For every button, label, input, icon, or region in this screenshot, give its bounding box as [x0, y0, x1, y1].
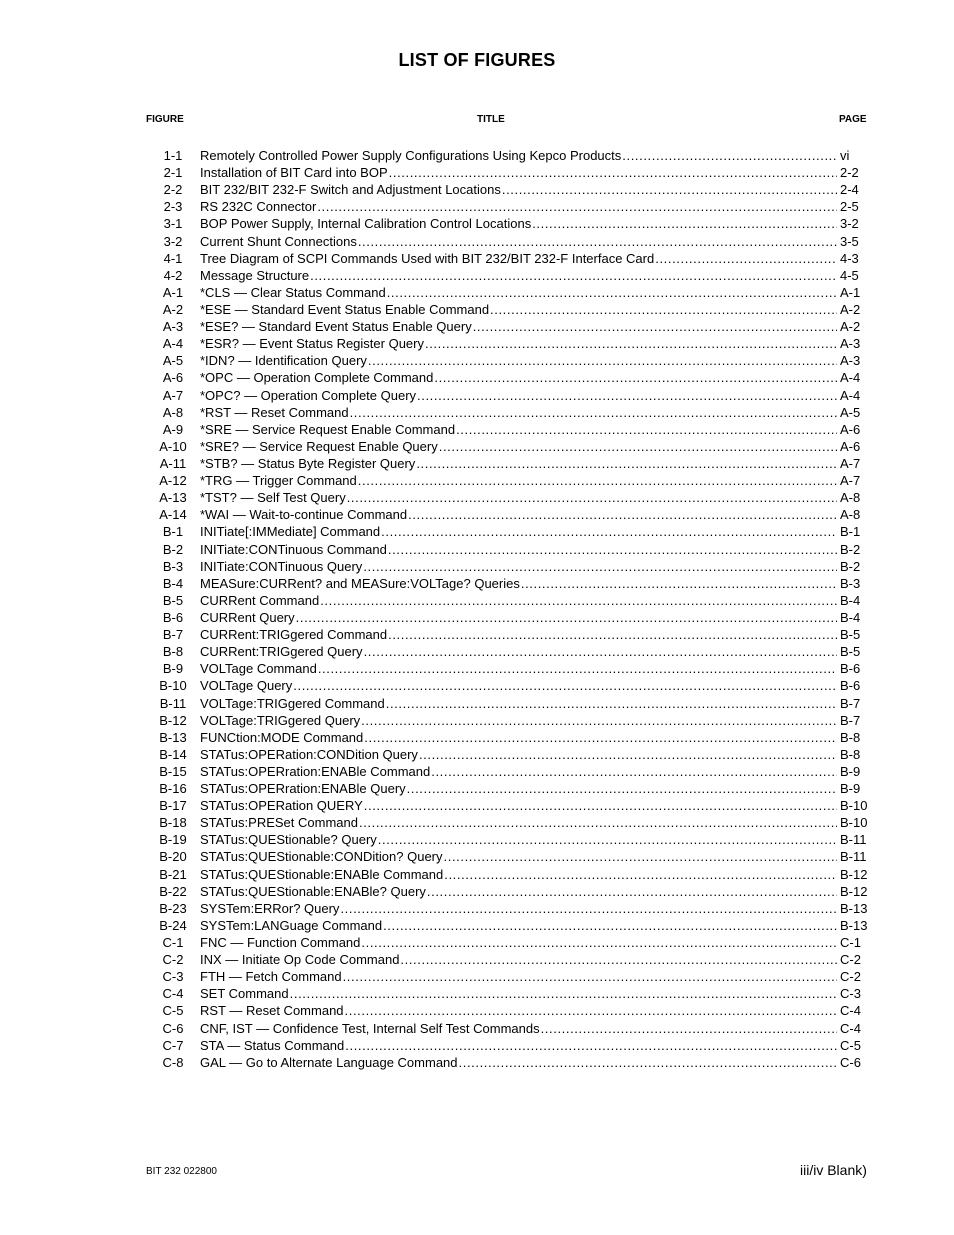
- figure-page-number: B-4: [840, 609, 861, 625]
- dot-leader: [655, 251, 837, 266]
- dot-leader: [364, 644, 837, 659]
- figure-page-number: B-12: [840, 866, 868, 882]
- figure-entry[interactable]: [146, 388, 870, 405]
- figure-page-number: A-2: [840, 301, 861, 317]
- figure-number: 4-2: [163, 267, 183, 283]
- figure-entry[interactable]: [146, 319, 870, 336]
- figure-page-number: C-1: [840, 935, 861, 951]
- figure-entry[interactable]: [146, 986, 870, 1003]
- figure-title: *OPC — Operation Complete Command: [200, 370, 434, 386]
- figure-title: VOLTage Command: [200, 661, 317, 677]
- figure-title: *TST? — Self Test Query: [200, 490, 346, 506]
- figure-entry[interactable]: [146, 884, 870, 901]
- figure-entry[interactable]: [146, 199, 870, 216]
- figure-entry[interactable]: [146, 696, 870, 713]
- figure-number: B-13: [159, 729, 187, 745]
- dot-leader: [416, 456, 837, 471]
- dot-leader: [541, 1021, 837, 1036]
- figure-entry[interactable]: [146, 1038, 870, 1055]
- figure-title: SYSTem:LANGuage Command: [200, 917, 383, 933]
- page-title: LIST OF FIGURES: [398, 50, 556, 70]
- figure-title: *RST — Reset Command: [200, 404, 349, 420]
- figure-entry[interactable]: [146, 610, 870, 627]
- figure-entry[interactable]: [146, 559, 870, 576]
- dot-leader: [317, 199, 837, 214]
- figure-page-number: B-8: [840, 746, 861, 762]
- figure-page-number: 4-5: [840, 267, 859, 283]
- figure-number: A-7: [162, 387, 184, 403]
- figure-entry[interactable]: [146, 302, 870, 319]
- figure-entry[interactable]: [146, 1003, 870, 1020]
- dot-leader: [293, 678, 837, 693]
- figure-page-number: A-8: [840, 490, 861, 506]
- dot-leader: [364, 730, 837, 745]
- figure-entry[interactable]: [146, 576, 870, 593]
- figure-title: INX — Initiate Op Code Command: [200, 952, 400, 968]
- figure-title: VOLTage Query: [200, 678, 293, 694]
- figure-number: B-1: [162, 524, 184, 540]
- figure-title: STATus:OPERration:ENABle Command: [200, 763, 431, 779]
- dot-leader: [425, 336, 837, 351]
- dot-leader: [361, 713, 837, 728]
- figure-number: C-4: [162, 986, 184, 1002]
- dot-leader: [383, 918, 837, 933]
- figure-page-number: B-5: [840, 627, 861, 643]
- figure-number: B-24: [159, 917, 187, 933]
- figure-page-number: B-11: [840, 849, 867, 865]
- figure-title: STATus:OPERration:ENABle Query: [200, 781, 406, 797]
- figure-entry[interactable]: [146, 935, 870, 952]
- figure-entry[interactable]: [146, 867, 870, 884]
- figure-title: STATus:QUEStionable:ENABle Command: [200, 866, 444, 882]
- figure-number: A-8: [162, 404, 184, 420]
- footer-page-number: iii/iv Blank): [800, 1162, 867, 1178]
- figure-number: C-8: [162, 1054, 184, 1070]
- title-column-header: TITLE: [477, 114, 505, 125]
- figure-title: Remotely Controlled Power Supply Configurations Using Kepco Products: [200, 148, 622, 163]
- figure-number: B-9: [162, 661, 184, 677]
- figure-title: *CLS — Clear Status Command: [200, 284, 386, 300]
- figure-number: 1-1: [163, 148, 183, 163]
- dot-leader: [521, 576, 837, 591]
- dot-leader: [408, 507, 837, 522]
- figure-title: STATus:PRESet Command: [200, 815, 358, 831]
- figure-number: 2-1: [163, 165, 183, 181]
- figure-page-number: B-5: [840, 644, 861, 660]
- figure-number: A-3: [162, 319, 184, 335]
- figure-page-number: B-7: [840, 695, 861, 711]
- figure-number: A-1: [162, 284, 184, 300]
- figure-page-number: C-2: [840, 952, 861, 968]
- figure-title: Tree Diagram of SCPI Commands Used with BIT 232/BIT 232-F Interface Card: [200, 250, 655, 266]
- dot-leader: [350, 405, 837, 420]
- figure-entry[interactable]: [146, 678, 870, 695]
- figure-number: B-2: [162, 541, 184, 557]
- dot-leader: [490, 302, 837, 317]
- figure-entry[interactable]: [146, 148, 870, 165]
- figure-title: CURRent:TRIGgered Query: [200, 644, 363, 660]
- figure-page-number: A-4: [840, 387, 861, 403]
- figure-entry[interactable]: [146, 815, 870, 832]
- figure-page-number: B-10: [840, 798, 868, 814]
- dot-leader: [456, 422, 837, 437]
- dot-leader: [381, 524, 837, 539]
- figure-number: C-6: [162, 1020, 184, 1036]
- figure-number: B-16: [159, 781, 187, 797]
- figure-title: MEASure:CURRent? and MEASure:VOLTage? Queries: [200, 575, 520, 591]
- figure-entry[interactable]: [146, 713, 870, 730]
- figure-page-number: B-13: [840, 900, 868, 916]
- figure-title: INITiate:CONTinuous Query: [200, 558, 363, 574]
- figure-title: BOP Power Supply, Internal Calibration Control Locations: [200, 216, 532, 232]
- figure-title: *OPC? — Operation Complete Query: [200, 387, 417, 403]
- figure-page-number: 2-2: [840, 165, 859, 181]
- figure-title: CNF, IST — Confidence Test, Internal Self Test Commands: [200, 1020, 540, 1036]
- figure-title: *ESR? — Event Status Register Query: [200, 336, 424, 352]
- figure-number: B-6: [162, 609, 184, 625]
- dot-leader: [368, 353, 837, 368]
- figure-number: B-7: [162, 627, 184, 643]
- figure-page-number: 4-3: [840, 250, 859, 266]
- dot-leader: [419, 747, 837, 762]
- dot-leader: [343, 969, 837, 984]
- figure-page-number: A-6: [840, 438, 861, 454]
- figure-title: SET Command: [200, 986, 289, 1002]
- figure-entry[interactable]: [146, 370, 870, 387]
- figure-number: C-3: [162, 969, 184, 985]
- figure-page-number: B-6: [840, 678, 861, 694]
- dot-leader: [320, 593, 837, 608]
- footer-document-id: BIT 232 022800: [146, 1166, 217, 1177]
- figure-page-number: B-7: [840, 712, 861, 728]
- figure-entry[interactable]: [146, 285, 870, 302]
- figure-title: Installation of BIT Card into BOP: [200, 165, 388, 181]
- figure-page-number: 2-5: [840, 199, 859, 215]
- figure-title: CURRent Command: [200, 592, 320, 608]
- figure-page-number: 3-5: [840, 233, 859, 249]
- figure-number: A-14: [159, 507, 187, 523]
- figure-title: *STB? — Status Byte Register Query: [200, 455, 416, 471]
- figure-title: STATus:OPERation:CONDition Query: [200, 746, 418, 762]
- figure-number: B-14: [159, 746, 187, 762]
- figure-entry[interactable]: [146, 336, 870, 353]
- figure-title: CURRent:TRIGgered Command: [200, 627, 388, 643]
- dot-leader: [296, 610, 837, 625]
- figure-page-number: B-4: [840, 592, 861, 608]
- figure-number: 4-1: [163, 250, 183, 266]
- figure-entry[interactable]: [146, 353, 870, 370]
- figure-page-number: B-2: [840, 558, 861, 574]
- figure-entry[interactable]: [146, 918, 870, 935]
- figure-page-number: B-1: [840, 524, 861, 540]
- dot-leader: [407, 781, 837, 796]
- dot-leader: [359, 815, 837, 830]
- figure-page-number: A-7: [840, 473, 861, 489]
- figure-title: FNC — Function Command: [200, 935, 361, 951]
- figure-title: VOLTage:TRIGgered Command: [200, 695, 385, 711]
- figure-entry[interactable]: [146, 165, 870, 182]
- dot-leader: [622, 148, 837, 163]
- figure-number: B-5: [162, 592, 184, 608]
- figure-entry[interactable]: [146, 542, 870, 559]
- figure-title: RST — Reset Command: [200, 1003, 344, 1019]
- figure-entry[interactable]: [146, 456, 870, 473]
- figure-number: B-18: [159, 815, 187, 831]
- figure-entry[interactable]: [146, 798, 870, 815]
- figure-column-header: FIGURE: [146, 114, 184, 125]
- figure-number: B-8: [162, 644, 184, 660]
- figure-number: B-20: [159, 849, 187, 865]
- figure-entry[interactable]: [146, 182, 870, 199]
- dot-leader: [347, 490, 837, 505]
- figure-title: GAL — Go to Alternate Language Command: [200, 1054, 458, 1070]
- figure-number: A-5: [162, 353, 184, 369]
- figure-list: [146, 148, 870, 1072]
- figure-entry[interactable]: [146, 490, 870, 507]
- figure-title: FTH — Fetch Command: [200, 969, 342, 985]
- figure-title: CURRent Query: [200, 609, 295, 625]
- figure-page-number: A-6: [840, 421, 861, 437]
- figure-number: B-17: [159, 798, 187, 814]
- figure-page-number: A-4: [840, 370, 861, 386]
- figure-number: C-5: [162, 1003, 184, 1019]
- figure-page-number: A-3: [840, 336, 861, 352]
- dot-leader: [473, 319, 837, 334]
- figure-title: RS 232C Connector: [200, 199, 317, 215]
- figure-entry[interactable]: [146, 644, 870, 661]
- figure-entry[interactable]: [146, 901, 870, 918]
- dot-leader: [358, 234, 837, 249]
- figure-page-number: B-9: [840, 763, 861, 779]
- dot-leader: [417, 388, 837, 403]
- figure-number: B-19: [159, 832, 187, 848]
- figure-entry[interactable]: [146, 1055, 870, 1072]
- figure-number: B-22: [159, 883, 187, 899]
- figure-entry[interactable]: [146, 764, 870, 781]
- figure-number: B-10: [159, 678, 187, 694]
- figure-entry[interactable]: [146, 439, 870, 456]
- figure-page-number: B-12: [840, 883, 868, 899]
- figure-number: B-12: [159, 712, 187, 728]
- figure-entry[interactable]: [146, 969, 870, 986]
- page-column-header: PAGE: [839, 114, 867, 125]
- figure-title: STATus:QUEStionable:CONDition? Query: [200, 849, 443, 865]
- figure-entry[interactable]: [146, 405, 870, 422]
- figure-entry[interactable]: [146, 952, 870, 969]
- figure-number: 2-2: [163, 182, 183, 198]
- dot-leader: [502, 182, 837, 197]
- figure-number: A-10: [159, 438, 187, 454]
- figure-page-number: 3-2: [840, 216, 859, 232]
- figure-entry[interactable]: [146, 593, 870, 610]
- figure-page-number: C-3: [840, 986, 861, 1002]
- dot-leader: [364, 798, 837, 813]
- figure-page-number: B-11: [840, 832, 867, 848]
- figure-title: SYSTem:ERRor? Query: [200, 900, 340, 916]
- figure-entry[interactable]: [146, 234, 870, 251]
- dot-leader: [388, 542, 837, 557]
- figure-title: *SRE — Service Request Enable Command: [200, 421, 456, 437]
- dot-leader: [389, 165, 837, 180]
- dot-leader: [427, 884, 837, 899]
- figure-number: B-11: [159, 695, 187, 711]
- figure-title: STA — Status Command: [200, 1037, 345, 1053]
- figure-title: STATus:QUEStionable:ENABle? Query: [200, 883, 426, 899]
- figure-page-number: B-8: [840, 729, 861, 745]
- figure-number: B-3: [162, 558, 184, 574]
- figure-title: VOLTage:TRIGgered Query: [200, 712, 361, 728]
- dot-leader: [459, 1055, 837, 1070]
- dot-leader: [400, 952, 837, 967]
- figure-page-number: C-4: [840, 1003, 861, 1019]
- figure-entry[interactable]: [146, 422, 870, 439]
- dot-leader: [290, 986, 837, 1001]
- figure-number: C-1: [162, 935, 184, 951]
- figure-entry[interactable]: [146, 251, 870, 268]
- figure-title: BIT 232/BIT 232-F Switch and Adjustment Locations: [200, 182, 501, 198]
- figure-number: A-11: [159, 455, 187, 471]
- figure-number: A-6: [162, 370, 184, 386]
- figure-entry[interactable]: [146, 1021, 870, 1038]
- figure-number: 3-2: [163, 233, 183, 249]
- figure-entry[interactable]: [146, 747, 870, 764]
- figure-entry[interactable]: [146, 730, 870, 747]
- figure-title: STATus:QUEStionable? Query: [200, 832, 377, 848]
- figure-number: C-7: [162, 1037, 184, 1053]
- figure-entry[interactable]: [146, 216, 870, 233]
- figure-title: FUNCtion:MODE Command: [200, 729, 364, 745]
- figure-entry[interactable]: [146, 507, 870, 524]
- figure-entry[interactable]: [146, 627, 870, 644]
- figure-page-number: B-6: [840, 661, 861, 677]
- figure-entry[interactable]: [146, 832, 870, 849]
- figure-number: B-21: [159, 866, 187, 882]
- figure-page-number: C-2: [840, 969, 861, 985]
- dot-leader: [318, 661, 837, 676]
- figure-title: *ESE — Standard Event Status Enable Command: [200, 301, 490, 317]
- figure-number: A-2: [162, 301, 184, 317]
- dot-leader: [386, 696, 837, 711]
- figure-entry[interactable]: [146, 473, 870, 490]
- figure-title: *ESE? — Standard Event Status Enable Query: [200, 319, 472, 335]
- figure-title: INITiate:CONTinuous Command: [200, 541, 387, 557]
- figure-entry[interactable]: [146, 661, 870, 678]
- dot-leader: [340, 901, 837, 916]
- figure-page-number: C-4: [840, 1020, 861, 1036]
- figure-entry[interactable]: [146, 268, 870, 285]
- figure-title: INITiate[:IMMediate] Command: [200, 524, 381, 540]
- figure-page-number: A-3: [840, 353, 861, 369]
- figure-page-number: A-7: [840, 455, 861, 471]
- figure-title: *WAI — Wait-to-continue Command: [200, 507, 408, 523]
- figure-number: A-9: [162, 421, 184, 437]
- figure-entry[interactable]: [146, 781, 870, 798]
- figure-title: *TRG — Trigger Command: [200, 473, 357, 489]
- figure-entry[interactable]: [146, 524, 870, 541]
- figure-title: *SRE? — Service Request Enable Query: [200, 438, 438, 454]
- figure-page-number: C-6: [840, 1054, 861, 1070]
- figure-page-number: 2-4: [840, 182, 859, 198]
- figure-number: 2-3: [163, 199, 183, 215]
- dot-leader: [310, 268, 837, 283]
- figure-page-number: A-2: [840, 319, 861, 335]
- figure-number: B-23: [159, 900, 187, 916]
- dot-leader: [345, 1003, 837, 1018]
- figure-page-number: B-9: [840, 781, 861, 797]
- figure-title: STATus:OPERation QUERY: [200, 798, 363, 814]
- figure-number: C-2: [162, 952, 184, 968]
- figure-number: A-13: [159, 490, 187, 506]
- figure-page-number: B-10: [840, 815, 868, 831]
- figure-page-number: B-3: [840, 575, 861, 591]
- dot-leader: [532, 216, 837, 231]
- figure-page-number: vi: [840, 148, 850, 163]
- dot-leader: [431, 764, 837, 779]
- dot-leader: [345, 1038, 837, 1053]
- dot-leader: [358, 473, 837, 488]
- dot-leader: [361, 935, 837, 950]
- figure-number: B-4: [162, 575, 184, 591]
- dot-leader: [439, 439, 837, 454]
- dot-leader: [387, 285, 837, 300]
- dot-leader: [378, 832, 837, 847]
- dot-leader: [434, 370, 837, 385]
- figure-entry[interactable]: [146, 849, 870, 866]
- figure-page-number: A-8: [840, 507, 861, 523]
- figure-number: A-12: [159, 473, 187, 489]
- figure-page-number: C-5: [840, 1037, 861, 1053]
- figure-number: B-15: [159, 763, 187, 779]
- dot-leader: [388, 627, 837, 642]
- dot-leader: [363, 559, 837, 574]
- figure-page-number: B-2: [840, 541, 861, 557]
- figure-page-number: B-13: [840, 917, 868, 933]
- figure-title: Current Shunt Connections: [200, 233, 357, 249]
- figure-number: 3-1: [163, 216, 183, 232]
- dot-leader: [444, 849, 837, 864]
- figure-title: Message Structure: [200, 267, 310, 283]
- figure-title: *IDN? — Identification Query: [200, 353, 367, 369]
- dot-leader: [444, 867, 837, 882]
- figure-page-number: A-1: [840, 284, 861, 300]
- figure-page-number: A-5: [840, 404, 861, 420]
- figure-number: A-4: [162, 336, 184, 352]
